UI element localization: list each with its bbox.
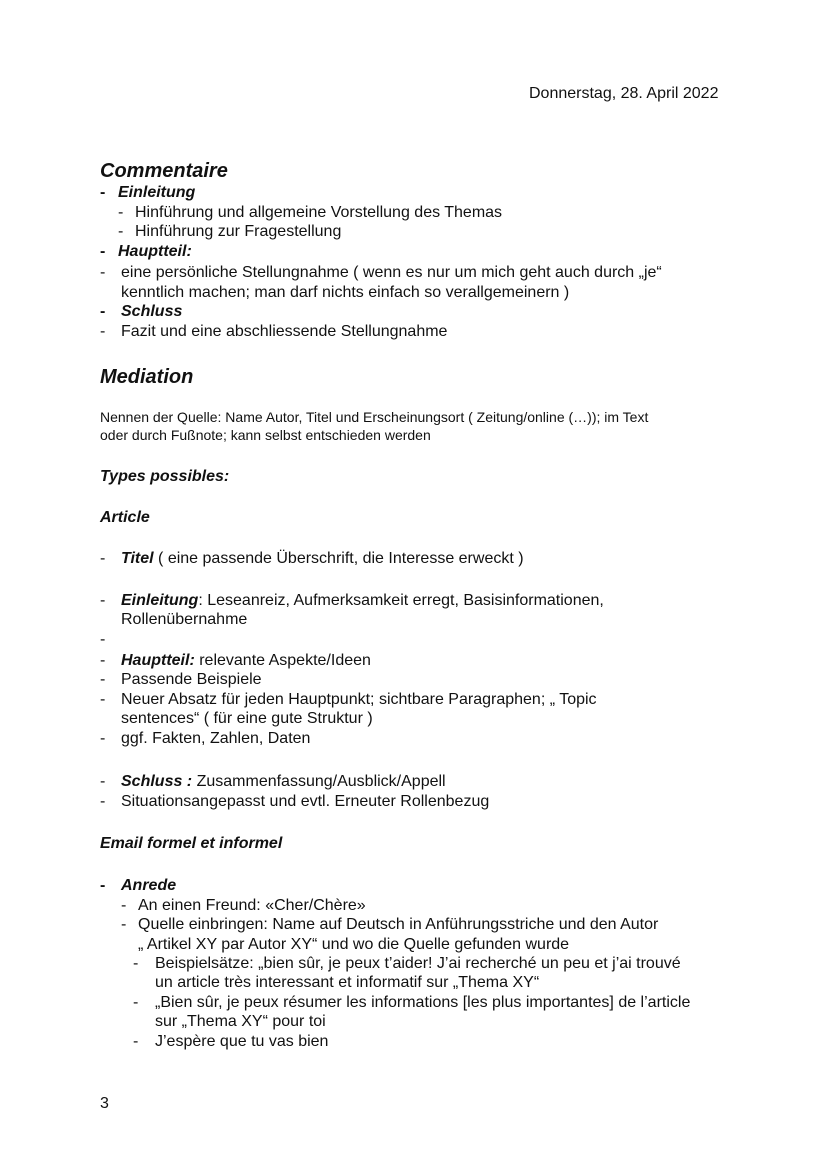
list-item-continuation: Rollenübernahme (121, 611, 248, 628)
titel-text: ( eine passende Überschrift, die Interesse erweckt ) (153, 550, 524, 567)
quelle-text-line-2: oder durch Fußnote; kann selbst entschieden werden (100, 427, 431, 443)
hauptteil-label: Hauptteil: (118, 243, 192, 260)
schluss-label: Schluss : (121, 773, 193, 790)
dash: - (100, 550, 106, 567)
heading-types: Types possibles: (100, 468, 230, 485)
dash: - (133, 994, 139, 1011)
dash: - (100, 691, 106, 708)
list-item: Quelle einbringen: Name auf Deutsch in Anführungsstriche und den Autor (138, 916, 659, 933)
dash: - (133, 1033, 139, 1050)
hauptteil-label: Hauptteil: (121, 652, 195, 669)
list-item (121, 549, 524, 569)
list-item-continuation: un article très interessant et informatif sur „Thema XY“ (155, 974, 540, 991)
dash: - (121, 897, 127, 914)
dash: - (100, 773, 106, 790)
anrede-label: Anrede (121, 877, 177, 894)
list-item: Situationsangepasst und evtl. Erneuter Rollenbezug (121, 793, 490, 810)
list-item: Beispielsätze: „bien sûr, je peux t’aider! J’ai recherché un peu et j’ai trouvé (155, 955, 681, 972)
schluss-label: Schluss (121, 303, 183, 320)
list-item: Fazit und eine abschliessende Stellungnahme (121, 323, 448, 340)
list-item: Passende Beispiele (121, 671, 262, 688)
hauptteil-text: relevante Aspekte/Ideen (194, 652, 371, 669)
schluss-text: Zusammenfassung/Ausblick/Appell (192, 773, 446, 790)
einleitung-label: Einleitung (121, 592, 199, 609)
heading-article: Article (100, 509, 150, 526)
dash: - (100, 877, 106, 894)
list-item: ggf. Fakten, Zahlen, Daten (121, 730, 311, 747)
list-item (121, 591, 604, 611)
dash: - (100, 303, 106, 320)
list-item-continuation: sur „Thema XY“ pour toi (155, 1013, 326, 1030)
list-item (121, 772, 446, 792)
dash: - (100, 323, 106, 340)
dash: - (100, 592, 106, 609)
heading-commentaire: Commentaire (100, 160, 228, 182)
list-item: Hinführung zur Fragestellung (135, 223, 342, 240)
heading-mediation: Mediation (100, 366, 194, 388)
list-item: Hinführung und allgemeine Vorstellung des Themas (135, 204, 503, 221)
quelle-text-line-1: Nennen der Quelle: Name Autor, Titel und Erscheinungsort ( Zeitung/online (…)); im Text (100, 409, 649, 425)
dash: - (100, 671, 106, 688)
list-item-continuation: kenntlich machen; man darf nichts einfach so verallgemeinern ) (121, 284, 570, 301)
list-item: An einen Freund: «Cher/Chère» (138, 897, 366, 914)
list-item: Neuer Absatz für jeden Hauptpunkt; sichtbare Paragraphen; „ Topic (121, 691, 597, 708)
list-item-continuation: „ Artikel XY par Autor XY“ und wo die Quelle gefunden wurde (138, 936, 570, 953)
date: Donnerstag, 28. April 2022 (529, 85, 719, 102)
dash: - (100, 264, 106, 281)
dash: - (133, 955, 139, 972)
list-item-continuation: sentences“ ( für eine gute Struktur ) (121, 710, 373, 727)
dash: - (100, 793, 106, 810)
list-item: J’espère que tu vas bien (155, 1033, 329, 1050)
dash: - (118, 204, 124, 221)
list-item: „Bien sûr, je peux résumer les informations [les plus importantes] de l’article (155, 994, 691, 1011)
dash: - (118, 223, 124, 240)
list-item (121, 651, 371, 671)
heading-email: Email formel et informel (100, 835, 283, 852)
dash: - (121, 916, 127, 933)
list-item: eine persönliche Stellungnahme ( wenn es nur um mich geht auch durch „je“ (121, 264, 662, 281)
einleitung-label: Einleitung (118, 184, 196, 201)
dash: - (100, 652, 106, 669)
dash: - (100, 243, 106, 260)
dash: - (100, 730, 106, 747)
einleitung-text: : Leseanreiz, Aufmerksamkeit erregt, Basisinformationen, (198, 592, 604, 609)
page-number: 3 (100, 1095, 109, 1112)
titel-label: Titel (121, 550, 154, 567)
dash: - (100, 184, 106, 201)
dash: - (100, 631, 106, 648)
